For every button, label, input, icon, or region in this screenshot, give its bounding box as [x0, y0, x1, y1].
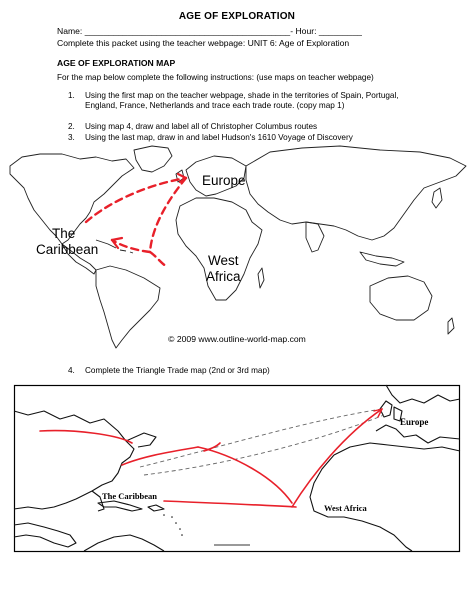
- map2-label-europe: Europe: [400, 417, 429, 427]
- list-item-text: Using the first map on the teacher webpage, shade in the territories of Spain, Portugal, England, France, Netherlands and trace each trade route. (copy map 1): [85, 91, 399, 110]
- list-item-text: Using map 4, draw and label all of Christopher Columbus routes: [85, 122, 318, 131]
- map2-label-caribbean: The Caribbean: [102, 491, 158, 501]
- list-item-number: 1.: [68, 91, 75, 100]
- list-item: [68, 122, 428, 132]
- list-item-number: 2.: [68, 122, 75, 131]
- section-intro: For the map below complete the following instructions: (use maps on teacher webpage): [57, 73, 374, 82]
- map1-label-west-africa-line2: Africa: [206, 269, 241, 284]
- list-item-number: 3.: [68, 133, 75, 142]
- map1-label-west-africa-line1: West: [208, 253, 239, 268]
- name-hour-line[interactable]: Name: ___________________________________________- Hour: _________: [57, 26, 362, 36]
- map1-route-arrowheads: [112, 174, 186, 248]
- section-heading: AGE OF EXPLORATION MAP: [57, 58, 176, 68]
- map1-label-caribbean-line1: The: [52, 226, 76, 241]
- list-item-number: 4.: [68, 366, 75, 375]
- list-item-text: Using the last map, draw in and label Hudson's 1610 Voyage of Discovery: [85, 133, 353, 142]
- instruction-list: [68, 91, 428, 146]
- page-title: AGE OF EXPLORATION: [178, 11, 296, 22]
- map2-credit-mark: [214, 544, 250, 546]
- map2-label-west-africa: West Africa: [324, 503, 367, 513]
- packet-instructions: Complete this packet using the teacher webpage: UNIT 6: Age of Exploration: [57, 38, 350, 48]
- map1-label-caribbean-line2: Caribbean: [36, 242, 99, 257]
- list-item-text: Complete the Triangle Trade map (2nd or 3rd map): [85, 366, 270, 375]
- world-outline-map: [0, 140, 474, 350]
- triangle-trade-map: [14, 385, 460, 552]
- map1-copyright: © 2009 www.outline-world-map.com: [168, 334, 306, 344]
- map1-trade-routes: [86, 178, 186, 266]
- list-item: [68, 91, 428, 121]
- list-item: [68, 366, 428, 378]
- map1-label-europe: Europe: [202, 173, 246, 188]
